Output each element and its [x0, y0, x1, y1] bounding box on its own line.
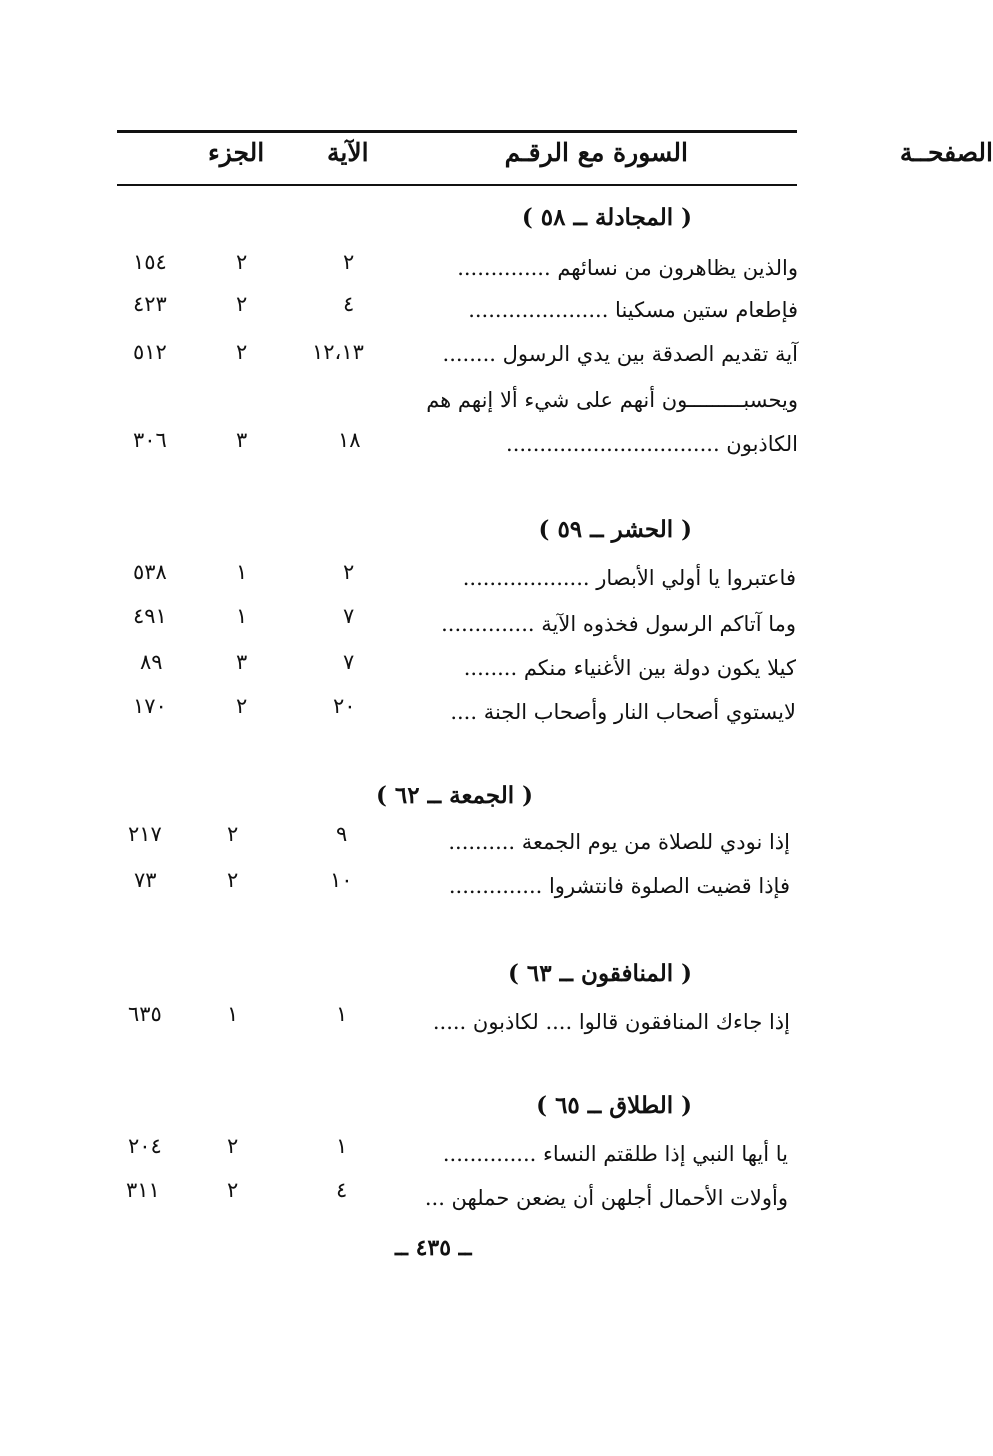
section-title: ( الطلاق ــ ٦٥ ) [536, 1092, 692, 1119]
entry-page: ٥٣٨ [133, 560, 167, 584]
entry-page: ٦٣٥ [128, 1002, 162, 1026]
entry-text: كيلا يكون دولة بين الأغنياء منكم ........ [463, 656, 796, 680]
entry-page: ٤٩١ [133, 604, 167, 628]
section-title: ( الحشر ــ ٥٩ ) [538, 516, 692, 543]
entry-ayah: ٢ [343, 560, 355, 584]
entry-ayah: ١٢،١٣ [312, 340, 364, 364]
header-page: الصفحــة [899, 138, 993, 167]
header-rule [117, 184, 797, 186]
entry-text: ويحسبـــــــــون أنهم على شيء ألا إنهم هم [426, 388, 798, 412]
entry-page: ٤٢٣ [133, 292, 167, 316]
entry-ayah: ١٠ [330, 868, 353, 892]
entry-text: والذين يظاهرون من نسائهم .............. [457, 256, 798, 280]
entry-page: ٣١١ [126, 1178, 160, 1202]
entry-page: ٢١٧ [128, 822, 162, 846]
entry-text: إذا نودي للصلاة من يوم الجمعة .......... [448, 830, 790, 854]
entry-ayah: ٤ [343, 292, 355, 316]
entry-page: ١٥٤ [133, 250, 167, 274]
page-number: ــ ٤٣٥ ــ [395, 1235, 472, 1261]
entry-page: ٢٠٤ [128, 1134, 162, 1158]
entry-juz: ١ [236, 604, 248, 628]
entry-juz: ٢ [227, 868, 239, 892]
entry-ayah: ١ [336, 1134, 348, 1158]
entry-text: وما آتاكم الرسول فخذوه الآية .............. [441, 612, 796, 636]
entry-juz: ٢ [236, 340, 248, 364]
entry-text: فإطعام ستين مسكينا ..................... [468, 298, 798, 322]
entry-page: ٥١٢ [133, 340, 167, 364]
entry-ayah: ٧ [343, 650, 355, 674]
entry-juz: ٢ [227, 1134, 239, 1158]
entry-juz: ٢ [227, 1178, 239, 1202]
entry-ayah: ٢ [343, 250, 355, 274]
entry-text: يا أيها النبي إذا طلقتم النساء .............. [442, 1142, 788, 1166]
entry-juz: ٢ [236, 694, 248, 718]
entry-ayah: ٩ [336, 822, 348, 846]
entry-juz: ٢ [227, 822, 239, 846]
entry-text: وأولات الأحمال أجلهن أن يضعن حملهن ... [424, 1186, 788, 1210]
header-juz: الجزء [208, 138, 265, 167]
entry-text: إذا جاءك المنافقون قالوا .... لكاذبون ..... [432, 1010, 790, 1034]
entry-text: فاعتبروا يا أولي الأبصار ................... [462, 566, 796, 590]
top-rule [117, 130, 797, 133]
entry-text: آية تقديم الصدقة بين يدي الرسول ........ [442, 342, 798, 366]
entry-ayah: ١ [336, 1002, 348, 1026]
entry-page: ٧٣ [134, 868, 157, 892]
entry-juz: ٣ [236, 428, 248, 452]
entry-page: ١٧٠ [133, 694, 167, 718]
header-ayah: الآية [327, 138, 369, 167]
entry-ayah: ٧ [343, 604, 355, 628]
entry-juz: ٣ [236, 650, 248, 674]
entry-juz: ١ [227, 1002, 239, 1026]
entry-ayah: ١٨ [338, 428, 361, 452]
entry-text: فإذا قضيت الصلوة فانتشروا .............. [448, 874, 790, 898]
header-surah: السورة مع الرقـم [504, 138, 688, 167]
section-title: ( الجمعة ــ ٦٢ ) [376, 782, 533, 809]
entry-ayah: ٢٠ [333, 694, 356, 718]
entry-juz: ٢ [236, 292, 248, 316]
entry-ayah: ٤ [336, 1178, 348, 1202]
entry-page: ٣٠٦ [133, 428, 167, 452]
entry-text: لايستوي أصحاب النار وأصحاب الجنة .... [450, 700, 796, 724]
entry-page: ٨٩ [140, 650, 163, 674]
section-title: ( المجادلة ــ ٥٨ ) [521, 204, 692, 231]
entry-juz: ١ [236, 560, 248, 584]
entry-juz: ٢ [236, 250, 248, 274]
entry-text: الكاذبون ................................ [506, 432, 798, 456]
section-title: ( المنافقون ــ ٦٣ ) [507, 960, 692, 987]
